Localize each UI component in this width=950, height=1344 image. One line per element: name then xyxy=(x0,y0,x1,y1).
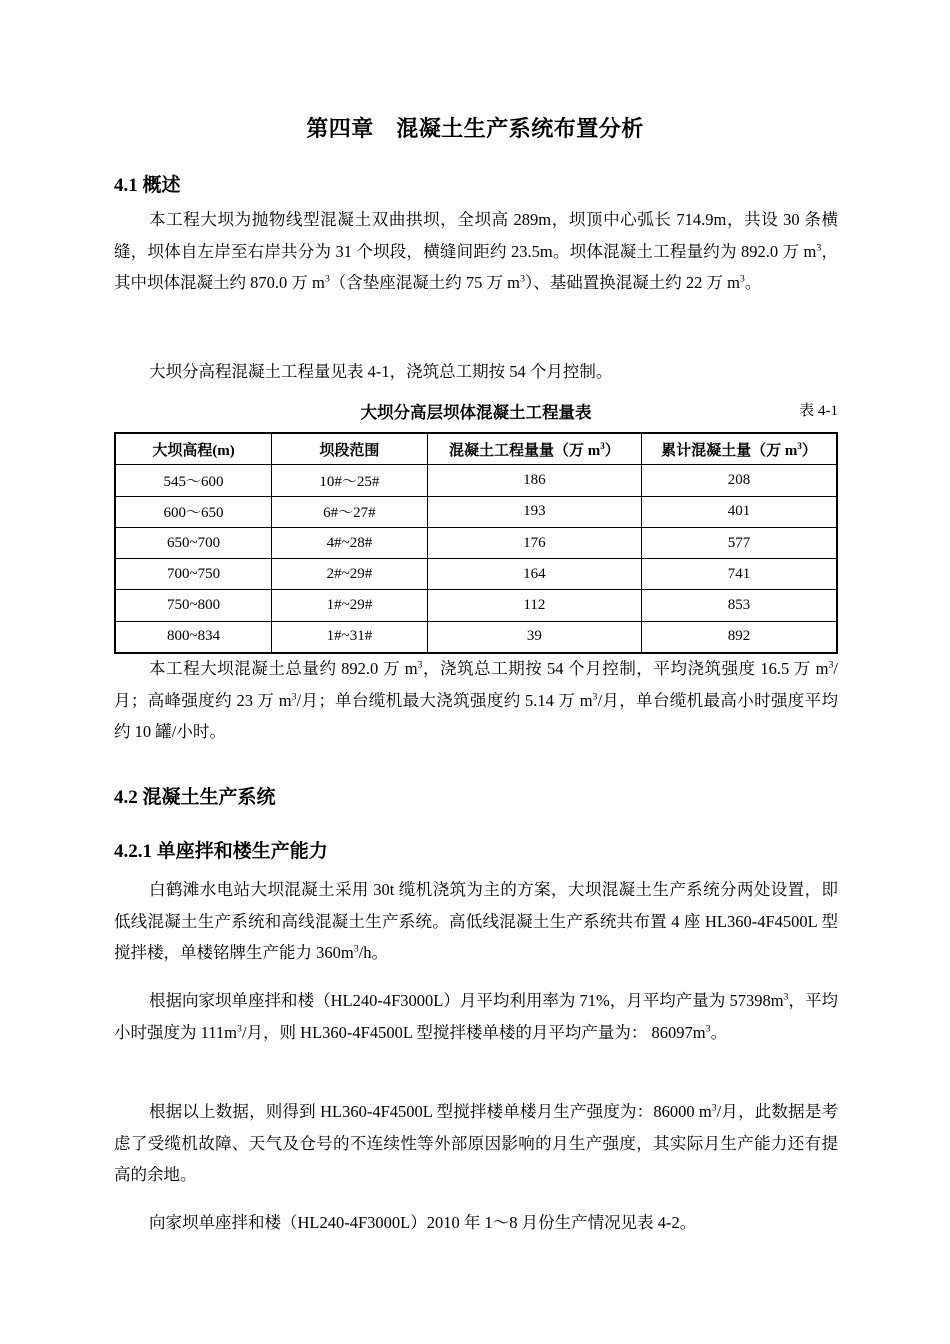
paragraph-table-ref: 大坝分高程混凝土工程量见表 4-1，浇筑总工期按 54 个月控制。 xyxy=(149,362,613,381)
cell-elevation: 800~834 xyxy=(115,621,272,653)
cell-elevation: 545～600 xyxy=(115,465,272,496)
cell-quantity: 39 xyxy=(427,621,641,653)
cell-quantity: 112 xyxy=(427,590,641,621)
header-cumulative: 累计混凝土量（万 $m^3$） xyxy=(642,433,837,465)
header-quantity: 混凝土工程量量（万 $m^3$） xyxy=(427,433,641,465)
table-caption-title: 大坝分高层坝体混凝土工程量表 xyxy=(360,403,592,422)
cell-range: 4#~28# xyxy=(272,527,428,558)
header-section-range: 坝段范围 xyxy=(272,433,428,465)
section-heading-4-2-1: 4.2.1 单座拌和楼生产能力 xyxy=(114,841,328,862)
paragraph-system-layout: 白鹤滩水电站大坝混凝土采用 30t 缆机浇筑为主的方案，大坝混凝土生产系统分两处设置，即低线混凝土生产系统和高线混凝土生产系统。高低线混凝土生产系统共布置 4 座 HL360-4F4500L 型搅拌楼，单楼铭牌生产能力 $360m^3/h$。 xyxy=(114,880,838,963)
cell-range: 1#~29# xyxy=(272,590,428,621)
cell-quantity: 186 xyxy=(427,465,641,496)
cell-quantity: 176 xyxy=(427,527,641,558)
cell-range: 2#~29# xyxy=(272,559,428,590)
section-heading-4-2: 4.2 混凝土生产系统 xyxy=(114,787,276,808)
cell-range: 6#～27# xyxy=(272,496,428,527)
cell-quantity: 164 xyxy=(427,559,641,590)
cell-cumulative: 208 xyxy=(642,465,837,496)
paragraph-xiangjiaba-reference: 根据向家坝单座拌和楼（HL240-4F3000L）月平均利用率为 71%，月平均产量为 $57398m^3$，平均小时强度为 $111m^3/$月，则 HL360-4F4500L 型搅拌楼单楼的月平均产量为： $86097m^3$。 xyxy=(114,991,839,1042)
paragraph-overview: 本工程大坝为抛物线型混凝土双曲拱坝，全坝高 289m，坝顶中心弧长 714.9m，共设 30 条横缝，坝体自左岸至右岸共分为 31 个坝段，横缝间距约 23.5m。坝体混凝土工程量约为 892.0 万 $m^3$，其中坝体混凝土约 870.0 万 $m^3$（含垫座混凝土约 75 万 $m^3$）、基础置换混凝土约 22 万 $m^3$。 xyxy=(114,210,839,293)
cell-cumulative: 401 xyxy=(642,496,837,527)
paragraph-pouring-intensity: 本工程大坝混凝土总量约 892.0 万 $m^3$，浇筑总工期按 54 个月控制，平均浇筑强度 16.5 万 $m^3/$月；高峰强度约 23 万 $m^3/$月；单台缆机最大浇筑强度约 5.14 万 $m^3/$月，单台缆机最高小时强度平均约 10 罐/小时。 xyxy=(114,659,838,742)
cell-cumulative: 741 xyxy=(642,559,837,590)
cell-elevation: 700~750 xyxy=(115,559,272,590)
table-caption xyxy=(114,399,838,423)
section-heading-4-1: 4.1 概述 xyxy=(114,175,181,196)
cell-range: 10#～25# xyxy=(272,465,428,496)
chapter-title: 第四章 混凝土生产系统布置分析 xyxy=(306,116,644,141)
table-row xyxy=(115,621,837,653)
table-row xyxy=(115,465,837,496)
table-row xyxy=(115,590,837,621)
cell-elevation: 650~700 xyxy=(115,527,272,558)
cell-elevation: 750~800 xyxy=(115,590,272,621)
cell-cumulative: 577 xyxy=(642,527,837,558)
paragraph-monthly-capacity: 根据以上数据，则得到 HL360-4F4500L 型搅拌楼单楼月生产强度为：86000 $m^3/$月，此数据是考虑了受缆机故障、天气及仓号的不连续性等外部原因影响的月生产强度，其实际月生产能力还有提高的余地。 xyxy=(114,1102,839,1185)
cell-cumulative: 892 xyxy=(642,621,837,653)
table-number: 表 4-1 xyxy=(799,403,838,419)
table-row xyxy=(115,496,837,527)
cell-cumulative: 853 xyxy=(642,590,837,621)
cell-quantity: 193 xyxy=(427,496,641,527)
table-row xyxy=(115,559,837,590)
table-header-row xyxy=(115,433,837,465)
cell-range: 1#~31# xyxy=(272,621,428,653)
header-elevation: 大坝高程(m) xyxy=(115,433,272,465)
table-row xyxy=(115,527,837,558)
cell-elevation: 600～650 xyxy=(115,496,272,527)
concrete-quantity-table xyxy=(114,432,838,654)
paragraph-table-4-2-ref: 向家坝单座拌和楼（HL240-4F3000L）2010 年 1～8 月份生产情况见表 4-2。 xyxy=(149,1213,697,1232)
